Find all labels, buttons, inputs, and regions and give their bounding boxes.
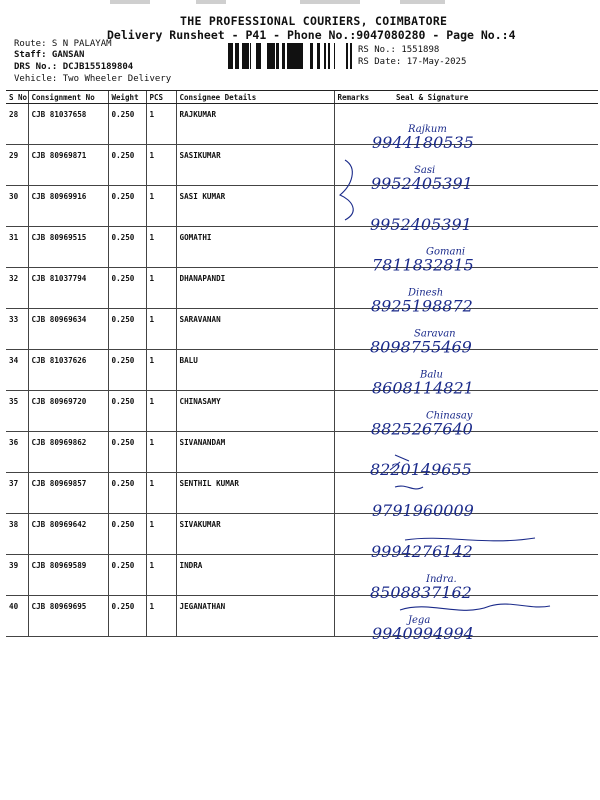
cell-pcs: 1 — [146, 309, 176, 350]
staff-label: Staff: GANSAN — [14, 50, 85, 60]
cell-signature — [368, 186, 598, 227]
top-scan-marks — [0, 0, 600, 6]
cell-weight: 0.250 — [108, 432, 146, 473]
cell-consignment: CJB 80969642 — [28, 514, 108, 555]
cell-consignee: INDRA — [176, 555, 334, 596]
cell-weight: 0.250 — [108, 596, 146, 637]
col-signature: Seal & Signature — [368, 91, 598, 104]
cell-remarks — [334, 104, 368, 145]
handwritten-phone: 9944180535 — [372, 133, 474, 152]
cell-weight: 0.250 — [108, 514, 146, 555]
cell-signature — [368, 514, 598, 555]
delivery-table — [6, 90, 598, 637]
table-row — [6, 555, 598, 596]
cell-sno: 32 — [6, 268, 28, 309]
cell-weight: 0.250 — [108, 186, 146, 227]
cell-consignee: JEGANATHAN — [176, 596, 334, 637]
cell-remarks — [334, 350, 368, 391]
cell-signature — [368, 227, 598, 268]
cell-remarks — [334, 309, 368, 350]
handwritten-signature: Gomani — [426, 246, 466, 258]
cell-consignee: BALU — [176, 350, 334, 391]
cell-consignment: CJB 80969589 — [28, 555, 108, 596]
cell-pcs: 1 — [146, 391, 176, 432]
cell-signature — [368, 432, 598, 473]
handwritten-signature: Jega — [408, 614, 431, 626]
company-title: THE PROFESSIONAL COURIERS, COIMBATORE — [180, 14, 448, 28]
cell-consignment: CJB 80969515 — [28, 227, 108, 268]
cell-signature — [368, 268, 598, 309]
cell-pcs: 1 — [146, 596, 176, 637]
table-row — [6, 268, 598, 309]
rs-number: RS No.: 1551898 — [358, 45, 440, 55]
cell-consignee: SENTHIL KUMAR — [176, 473, 334, 514]
cell-consignment: CJB 81037794 — [28, 268, 108, 309]
handwritten-phone: 8825267640 — [371, 419, 473, 439]
cell-sno: 40 — [6, 596, 28, 637]
cell-signature — [368, 350, 598, 391]
col-consignment: Consignment No — [28, 91, 108, 104]
cell-weight: 0.250 — [108, 350, 146, 391]
cell-consignment: CJB 80969720 — [28, 391, 108, 432]
barcode-image — [228, 43, 352, 69]
handwritten-signature: Saravan — [414, 328, 456, 340]
cell-weight: 0.250 — [108, 309, 146, 350]
cell-weight: 0.250 — [108, 555, 146, 596]
cell-remarks — [334, 145, 368, 186]
handwritten-phone: 9952405391 — [371, 173, 473, 193]
cell-sno: 33 — [6, 309, 28, 350]
table-row — [6, 432, 598, 473]
cell-sno: 37 — [6, 473, 28, 514]
cell-consignment: CJB 80969862 — [28, 432, 108, 473]
table-row — [6, 227, 598, 268]
cell-weight: 0.250 — [108, 473, 146, 514]
cell-remarks — [334, 268, 368, 309]
handwritten-signature: Chinasay — [426, 410, 473, 422]
cell-weight: 0.250 — [108, 391, 146, 432]
cell-consignee: SASIKUMAR — [176, 145, 334, 186]
table-row — [6, 596, 598, 637]
cell-signature — [368, 104, 598, 145]
cell-sno: 31 — [6, 227, 28, 268]
col-remarks: Remarks — [334, 91, 368, 104]
handwritten-phone: 8925198872 — [371, 296, 473, 316]
cell-consignment: CJB 80969634 — [28, 309, 108, 350]
cell-sno: 36 — [6, 432, 28, 473]
table-row — [6, 145, 598, 186]
col-weight: Weight — [108, 91, 146, 104]
cell-remarks — [334, 227, 368, 268]
cell-pcs: 1 — [146, 350, 176, 391]
cell-sno: 29 — [6, 145, 28, 186]
cell-consignment: CJB 80969857 — [28, 473, 108, 514]
cell-consignee: SASI KUMAR — [176, 186, 334, 227]
cell-consignment: CJB 80969916 — [28, 186, 108, 227]
table-row — [6, 186, 598, 227]
cell-pcs: 1 — [146, 227, 176, 268]
cell-pcs: 1 — [146, 473, 176, 514]
handwritten-signature: Indra. — [426, 573, 457, 585]
cell-pcs: 1 — [146, 432, 176, 473]
cell-consignment: CJB 80969871 — [28, 145, 108, 186]
handwritten-signature: Dinesh — [408, 287, 444, 299]
col-pcs: PCS — [146, 91, 176, 104]
cell-sno: 30 — [6, 186, 28, 227]
cell-consignee: DHANAPANDI — [176, 268, 334, 309]
handwritten-phone: 9791960009 — [372, 501, 474, 521]
cell-consignee: GOMATHI — [176, 227, 334, 268]
table-row — [6, 473, 598, 514]
cell-consignee: CHINASAMY — [176, 391, 334, 432]
cell-remarks — [334, 432, 368, 473]
cell-remarks — [334, 596, 368, 637]
cell-pcs: 1 — [146, 514, 176, 555]
handwritten-phone: 9952405391 — [370, 214, 472, 234]
route-label: Route: S N PALAYAM — [14, 39, 112, 49]
col-consignee: Consignee Details — [176, 91, 334, 104]
cell-sno: 35 — [6, 391, 28, 432]
cell-sno: 39 — [6, 555, 28, 596]
handwritten-phone: 9994276142 — [371, 542, 473, 561]
handwritten-signature: Rajkum — [408, 124, 447, 135]
cell-signature — [368, 391, 598, 432]
vehicle-label: Vehicle: Two Wheeler Delivery — [14, 74, 172, 84]
handwritten-phone: 9940994994 — [372, 623, 474, 643]
cell-weight: 0.250 — [108, 104, 146, 145]
table-row — [6, 514, 598, 555]
cell-remarks — [334, 186, 368, 227]
handwritten-signature: Sasi — [414, 164, 436, 176]
cell-sno: 38 — [6, 514, 28, 555]
cell-consignee: SARAVANAN — [176, 309, 334, 350]
cell-sno: 34 — [6, 350, 28, 391]
handwritten-phone: 8220149655 — [370, 460, 472, 480]
handwritten-phone: 8098755469 — [370, 337, 472, 357]
cell-signature — [368, 473, 598, 514]
cell-remarks — [334, 514, 368, 555]
col-sno: S No — [6, 91, 28, 104]
cell-weight: 0.250 — [108, 268, 146, 309]
cell-sno: 28 — [6, 104, 28, 145]
table-header-row — [6, 91, 598, 104]
cell-consignee: SIVANANDAM — [176, 432, 334, 473]
cell-signature — [368, 145, 598, 186]
cell-consignment: CJB 80969695 — [28, 596, 108, 637]
runsheet-title: Delivery Runsheet - P41 - Phone No.:9047080280 - Page No.:4 — [107, 28, 516, 42]
cell-remarks — [334, 391, 368, 432]
cell-pcs: 1 — [146, 268, 176, 309]
table-row — [6, 104, 598, 145]
cell-remarks — [334, 555, 368, 596]
cell-signature — [368, 596, 598, 637]
handwritten-phone: 8608114821 — [372, 378, 474, 398]
handwritten-phone: 8508837162 — [370, 582, 472, 602]
drs-number: DRS No.: DCJB155189804 — [14, 62, 134, 72]
cell-pcs: 1 — [146, 555, 176, 596]
cell-consignment: CJB 81037658 — [28, 104, 108, 145]
cell-pcs: 1 — [146, 145, 176, 186]
cell-pcs: 1 — [146, 186, 176, 227]
cell-consignee: SIVAKUMAR — [176, 514, 334, 555]
cell-weight: 0.250 — [108, 145, 146, 186]
table-row — [6, 391, 598, 432]
cell-consignee: RAJKUMAR — [176, 104, 334, 145]
cell-consignment: CJB 81037626 — [28, 350, 108, 391]
handwritten-phone: 7811832815 — [372, 255, 474, 275]
table-row — [6, 309, 598, 350]
cell-signature — [368, 555, 598, 596]
cell-signature — [368, 309, 598, 350]
cell-remarks — [334, 473, 368, 514]
cell-pcs: 1 — [146, 104, 176, 145]
handwritten-signature: Balu — [420, 369, 443, 381]
table-row — [6, 350, 598, 391]
rs-date: RS Date: 17-May-2025 — [358, 57, 467, 67]
cell-weight: 0.250 — [108, 227, 146, 268]
